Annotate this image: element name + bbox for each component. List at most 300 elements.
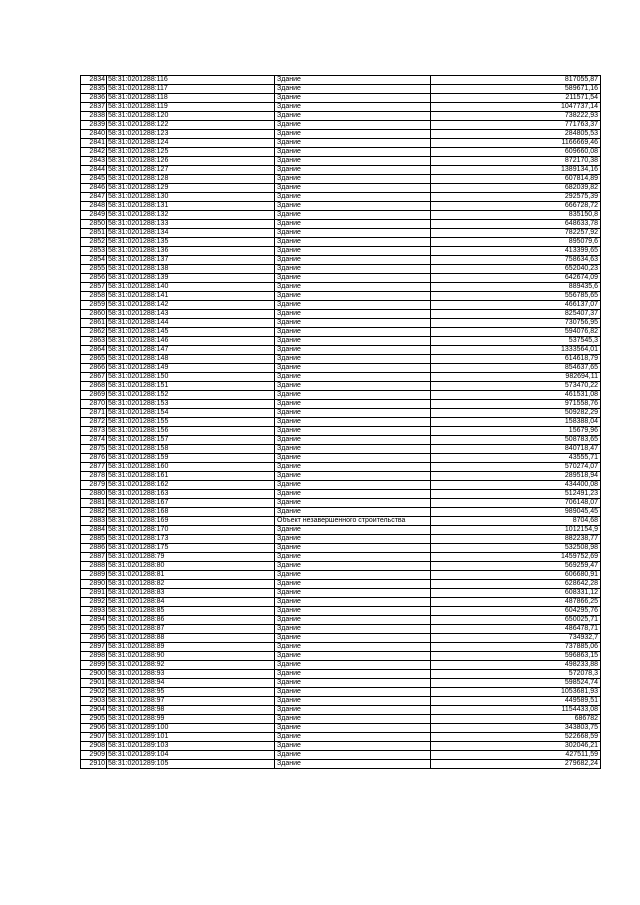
row-number-cell: 2875 [81, 445, 107, 454]
cadastral-value-cell: 302046,21 [431, 742, 601, 751]
row-number-cell: 2883 [81, 517, 107, 526]
row-number-cell: 2885 [81, 535, 107, 544]
object-type-cell: Здание [275, 607, 431, 616]
table-row [81, 742, 601, 751]
object-type-cell: Здание [275, 274, 431, 283]
cadastral-number-cell: 58:31:0201288:159 [107, 454, 275, 463]
cadastral-value-cell: 609660,08 [431, 148, 601, 157]
row-number-cell: 2909 [81, 751, 107, 760]
cadastral-value-cell: 279682,24 [431, 760, 601, 769]
row-number-cell: 2869 [81, 391, 107, 400]
table-row [81, 760, 601, 769]
table-row [81, 220, 601, 229]
object-type-cell: Здание [275, 328, 431, 337]
object-type-cell: Здание [275, 112, 431, 121]
table-row [81, 274, 601, 283]
row-number-cell: 2858 [81, 292, 107, 301]
table-row [81, 409, 601, 418]
row-number-cell: 2877 [81, 463, 107, 472]
object-type-cell: Здание [275, 166, 431, 175]
row-number-cell: 2892 [81, 598, 107, 607]
cadastral-value-table [80, 75, 601, 769]
object-type-cell: Здание [275, 634, 431, 643]
row-number-cell: 2840 [81, 130, 107, 139]
cadastral-value-cell: 889435,6 [431, 283, 601, 292]
table-row [81, 256, 601, 265]
cadastral-number-cell: 58:31:0201288:154 [107, 409, 275, 418]
cadastral-number-cell: 58:31:0201288:117 [107, 85, 275, 94]
cadastral-number-cell: 58:31:0201288:132 [107, 211, 275, 220]
object-type-cell: Здание [275, 499, 431, 508]
row-number-cell: 2844 [81, 166, 107, 175]
cadastral-number-cell: 58:31:0201288:140 [107, 283, 275, 292]
cadastral-value-cell: 608331,12 [431, 589, 601, 598]
row-number-cell: 2873 [81, 427, 107, 436]
table-row [81, 607, 601, 616]
table-row [81, 121, 601, 130]
object-type-cell: Здание [275, 121, 431, 130]
row-number-cell: 2836 [81, 94, 107, 103]
table-row [81, 310, 601, 319]
cadastral-number-cell: 58:31:0201288:152 [107, 391, 275, 400]
cadastral-value-cell: 589671,16 [431, 85, 601, 94]
cadastral-value-cell: 1154433,08 [431, 706, 601, 715]
table-row [81, 301, 601, 310]
row-number-cell: 2888 [81, 562, 107, 571]
table-row [81, 715, 601, 724]
object-type-cell: Здание [275, 265, 431, 274]
table-row [81, 490, 601, 499]
cadastral-value-cell: 734932,7 [431, 634, 601, 643]
object-type-cell: Здание [275, 301, 431, 310]
cadastral-value-cell: 572078,3 [431, 670, 601, 679]
cadastral-number-cell: 58:31:0201288:170 [107, 526, 275, 535]
table-row [81, 616, 601, 625]
cadastral-number-cell: 58:31:0201288:163 [107, 490, 275, 499]
table-row [81, 139, 601, 148]
row-number-cell: 2893 [81, 607, 107, 616]
object-type-cell: Здание [275, 238, 431, 247]
cadastral-number-cell: 58:31:0201288:141 [107, 292, 275, 301]
cadastral-value-cell: 840718,47 [431, 445, 601, 454]
table-row [81, 184, 601, 193]
cadastral-value-cell: 771763,37 [431, 121, 601, 130]
table-row [81, 427, 601, 436]
cadastral-number-cell: 58:31:0201288:162 [107, 481, 275, 490]
row-number-cell: 2899 [81, 661, 107, 670]
cadastral-value-cell: 1053681,93 [431, 688, 601, 697]
table-row [81, 166, 601, 175]
cadastral-value-cell: 289518,94 [431, 472, 601, 481]
object-type-cell: Здание [275, 715, 431, 724]
row-number-cell: 2894 [81, 616, 107, 625]
cadastral-number-cell: 58:31:0201288:138 [107, 265, 275, 274]
row-number-cell: 2862 [81, 328, 107, 337]
cadastral-number-cell: 58:31:0201288:150 [107, 373, 275, 382]
cadastral-value-cell: 825407,37 [431, 310, 601, 319]
cadastral-value-cell: 509282,29 [431, 409, 601, 418]
row-number-cell: 2860 [81, 310, 107, 319]
row-number-cell: 2901 [81, 679, 107, 688]
row-number-cell: 2870 [81, 400, 107, 409]
object-type-cell: Здание [275, 481, 431, 490]
object-type-cell: Здание [275, 184, 431, 193]
cadastral-number-cell: 58:31:0201288:83 [107, 589, 275, 598]
object-type-cell: Здание [275, 472, 431, 481]
cadastral-number-cell: 58:31:0201288:151 [107, 382, 275, 391]
table-row [81, 553, 601, 562]
cadastral-number-cell: 58:31:0201288:160 [107, 463, 275, 472]
object-type-cell: Здание [275, 661, 431, 670]
cadastral-number-cell: 58:31:0201288:118 [107, 94, 275, 103]
table-row [81, 643, 601, 652]
row-number-cell: 2864 [81, 346, 107, 355]
row-number-cell: 2897 [81, 643, 107, 652]
object-type-cell: Здание [275, 193, 431, 202]
cadastral-number-cell: 58:31:0201288:145 [107, 328, 275, 337]
cadastral-value-cell: 498233,88 [431, 661, 601, 670]
cadastral-value-cell: 730756,95 [431, 319, 601, 328]
cadastral-number-cell: 58:31:0201288:128 [107, 175, 275, 184]
object-type-cell: Здание [275, 337, 431, 346]
table-row [81, 571, 601, 580]
cadastral-number-cell: 58:31:0201288:119 [107, 103, 275, 112]
cadastral-number-cell: 58:31:0201288:175 [107, 544, 275, 553]
table-row [81, 418, 601, 427]
cadastral-number-cell: 58:31:0201288:127 [107, 166, 275, 175]
cadastral-value-cell: 532508,98 [431, 544, 601, 553]
cadastral-number-cell: 58:31:0201288:125 [107, 148, 275, 157]
cadastral-number-cell: 58:31:0201288:161 [107, 472, 275, 481]
cadastral-number-cell: 58:31:0201288:97 [107, 697, 275, 706]
object-type-cell: Здание [275, 508, 431, 517]
cadastral-value-cell: 872170,38 [431, 157, 601, 166]
cadastral-number-cell: 58:31:0201288:94 [107, 679, 275, 688]
object-type-cell: Здание [275, 148, 431, 157]
object-type-cell: Здание [275, 697, 431, 706]
object-type-cell: Здание [275, 490, 431, 499]
row-number-cell: 2900 [81, 670, 107, 679]
row-number-cell: 2843 [81, 157, 107, 166]
cadastral-number-cell: 58:31:0201288:153 [107, 400, 275, 409]
row-number-cell: 2872 [81, 418, 107, 427]
row-number-cell: 2887 [81, 553, 107, 562]
cadastral-number-cell: 58:31:0201288:79 [107, 553, 275, 562]
object-type-cell: Здание [275, 310, 431, 319]
row-number-cell: 2879 [81, 481, 107, 490]
table-row [81, 535, 601, 544]
cadastral-number-cell: 58:31:0201288:87 [107, 625, 275, 634]
table-row [81, 355, 601, 364]
row-number-cell: 2842 [81, 148, 107, 157]
cadastral-number-cell: 58:31:0201288:135 [107, 238, 275, 247]
cadastral-value-cell: 738222,93 [431, 112, 601, 121]
cadastral-number-cell: 58:31:0201288:95 [107, 688, 275, 697]
table-row [81, 193, 601, 202]
cadastral-number-cell: 58:31:0201288:137 [107, 256, 275, 265]
object-type-cell: Здание [275, 454, 431, 463]
object-type-cell: Здание [275, 229, 431, 238]
row-number-cell: 2835 [81, 85, 107, 94]
object-type-cell: Здание [275, 670, 431, 679]
cadastral-number-cell: 58:31:0201288:116 [107, 76, 275, 85]
object-type-cell: Здание [275, 346, 431, 355]
cadastral-value-cell: 292575,39 [431, 193, 601, 202]
cadastral-value-cell: 158388,04 [431, 418, 601, 427]
object-type-cell: Здание [275, 751, 431, 760]
cadastral-value-cell: 486478,71 [431, 625, 601, 634]
table-row [81, 265, 601, 274]
cadastral-value-cell: 594076,82 [431, 328, 601, 337]
cadastral-number-cell: 58:31:0201288:84 [107, 598, 275, 607]
object-type-cell: Здание [275, 247, 431, 256]
table-row [81, 598, 601, 607]
cadastral-value-cell: 854637,65 [431, 364, 601, 373]
row-number-cell: 2884 [81, 526, 107, 535]
table-row [81, 499, 601, 508]
cadastral-number-cell: 58:31:0201288:158 [107, 445, 275, 454]
table-row [81, 436, 601, 445]
object-type-cell: Здание [275, 544, 431, 553]
object-type-cell: Здание [275, 598, 431, 607]
cadastral-value-cell: 15679,96 [431, 427, 601, 436]
cadastral-value-cell: 989045,45 [431, 508, 601, 517]
cadastral-value-cell: 642674,09 [431, 274, 601, 283]
object-type-cell: Здание [275, 364, 431, 373]
cadastral-value-cell: 1047737,14 [431, 103, 601, 112]
object-type-cell: Здание [275, 706, 431, 715]
object-type-cell: Здание [275, 319, 431, 328]
table-row [81, 562, 601, 571]
row-number-cell: 2903 [81, 697, 107, 706]
cadastral-value-cell: 604295,76 [431, 607, 601, 616]
cadastral-number-cell: 58:31:0201288:90 [107, 652, 275, 661]
object-type-cell: Здание [275, 418, 431, 427]
object-type-cell: Здание [275, 139, 431, 148]
table-row [81, 733, 601, 742]
object-type-cell: Здание [275, 760, 431, 769]
cadastral-number-cell: 58:31:0201289:101 [107, 733, 275, 742]
row-number-cell: 2880 [81, 490, 107, 499]
cadastral-number-cell: 58:31:0201288:92 [107, 661, 275, 670]
row-number-cell: 2898 [81, 652, 107, 661]
cadastral-number-cell: 58:31:0201288:88 [107, 634, 275, 643]
object-type-cell: Здание [275, 733, 431, 742]
table-row [81, 346, 601, 355]
cadastral-value-cell: 284805,53 [431, 130, 601, 139]
object-type-cell: Объект незавершенного строительства [275, 517, 431, 526]
cadastral-value-cell: 487866,25 [431, 598, 601, 607]
cadastral-number-cell: 58:31:0201288:86 [107, 616, 275, 625]
object-type-cell: Здание [275, 652, 431, 661]
cadastral-value-cell: 652040,23 [431, 265, 601, 274]
object-type-cell: Здание [275, 391, 431, 400]
row-number-cell: 2847 [81, 193, 107, 202]
table-row [81, 661, 601, 670]
cadastral-value-cell: 598524,74 [431, 679, 601, 688]
row-number-cell: 2837 [81, 103, 107, 112]
object-type-cell: Здание [275, 553, 431, 562]
object-type-cell: Здание [275, 76, 431, 85]
row-number-cell: 2905 [81, 715, 107, 724]
table-row [81, 247, 601, 256]
row-number-cell: 2876 [81, 454, 107, 463]
cadastral-value-cell: 895079,6 [431, 238, 601, 247]
table-row [81, 697, 601, 706]
cadastral-number-cell: 58:31:0201289:104 [107, 751, 275, 760]
cadastral-number-cell: 58:31:0201288:131 [107, 202, 275, 211]
table-row [81, 112, 601, 121]
object-type-cell: Здание [275, 130, 431, 139]
object-type-cell: Здание [275, 427, 431, 436]
cadastral-value-cell: 522668,59 [431, 733, 601, 742]
cadastral-number-cell: 58:31:0201288:85 [107, 607, 275, 616]
object-type-cell: Здание [275, 571, 431, 580]
cadastral-number-cell: 58:31:0201288:89 [107, 643, 275, 652]
cadastral-value-cell: 614618,79 [431, 355, 601, 364]
cadastral-value-cell: 434400,08 [431, 481, 601, 490]
cadastral-number-cell: 58:31:0201288:167 [107, 499, 275, 508]
table-row [81, 148, 601, 157]
row-number-cell: 2886 [81, 544, 107, 553]
cadastral-value-cell: 758634,63 [431, 256, 601, 265]
table-row [81, 445, 601, 454]
row-number-cell: 2856 [81, 274, 107, 283]
cadastral-value-cell: 1012154,9 [431, 526, 601, 535]
cadastral-value-cell: 461531,08 [431, 391, 601, 400]
row-number-cell: 2904 [81, 706, 107, 715]
row-number-cell: 2902 [81, 688, 107, 697]
table-row [81, 328, 601, 337]
object-type-cell: Здание [275, 679, 431, 688]
table-row [81, 472, 601, 481]
table-row [81, 481, 601, 490]
object-type-cell: Здание [275, 616, 431, 625]
cadastral-number-cell: 58:31:0201288:81 [107, 571, 275, 580]
row-number-cell: 2838 [81, 112, 107, 121]
cadastral-number-cell: 58:31:0201288:148 [107, 355, 275, 364]
table-row [81, 463, 601, 472]
row-number-cell: 2839 [81, 121, 107, 130]
cadastral-number-cell: 58:31:0201288:168 [107, 508, 275, 517]
object-type-cell: Здание [275, 382, 431, 391]
table-row [81, 292, 601, 301]
cadastral-number-cell: 58:31:0201288:82 [107, 580, 275, 589]
table-row [81, 670, 601, 679]
object-type-cell: Здание [275, 463, 431, 472]
row-number-cell: 2867 [81, 373, 107, 382]
table-row [81, 589, 601, 598]
row-number-cell: 2907 [81, 733, 107, 742]
row-number-cell: 2896 [81, 634, 107, 643]
cadastral-number-cell: 58:31:0201288:133 [107, 220, 275, 229]
cadastral-value-cell: 706148,07 [431, 499, 601, 508]
object-type-cell: Здание [275, 409, 431, 418]
row-number-cell: 2849 [81, 211, 107, 220]
row-number-cell: 2845 [81, 175, 107, 184]
row-number-cell: 2863 [81, 337, 107, 346]
table-row [81, 679, 601, 688]
table-row [81, 625, 601, 634]
row-number-cell: 2891 [81, 589, 107, 598]
table-row [81, 508, 601, 517]
cadastral-value-cell: 606680,91 [431, 571, 601, 580]
cadastral-value-cell: 1333564,01 [431, 346, 601, 355]
object-type-cell: Здание [275, 589, 431, 598]
table-row [81, 373, 601, 382]
object-type-cell: Здание [275, 355, 431, 364]
object-type-cell: Здание [275, 643, 431, 652]
object-type-cell: Здание [275, 211, 431, 220]
table-row [81, 706, 601, 715]
cadastral-value-cell: 1166669,46 [431, 139, 601, 148]
cadastral-number-cell: 58:31:0201288:124 [107, 139, 275, 148]
object-type-cell: Здание [275, 436, 431, 445]
cadastral-number-cell: 58:31:0201288:99 [107, 715, 275, 724]
object-type-cell: Здание [275, 103, 431, 112]
cadastral-value-cell: 650025,71 [431, 616, 601, 625]
cadastral-number-cell: 58:31:0201288:142 [107, 301, 275, 310]
object-type-cell: Здание [275, 742, 431, 751]
row-number-cell: 2906 [81, 724, 107, 733]
cadastral-value-cell: 596863,15 [431, 652, 601, 661]
table-row [81, 76, 601, 85]
object-type-cell: Здание [275, 373, 431, 382]
row-number-cell: 2855 [81, 265, 107, 274]
table-row [81, 202, 601, 211]
row-number-cell: 2878 [81, 472, 107, 481]
cadastral-value-cell: 982694,11 [431, 373, 601, 382]
row-number-cell: 2850 [81, 220, 107, 229]
table-row [81, 652, 601, 661]
row-number-cell: 2882 [81, 508, 107, 517]
table-row [81, 517, 601, 526]
cadastral-value-cell: 508783,65 [431, 436, 601, 445]
cadastral-value-cell: 648633,78 [431, 220, 601, 229]
table-row [81, 85, 601, 94]
object-type-cell: Здание [275, 625, 431, 634]
cadastral-number-cell: 58:31:0201288:144 [107, 319, 275, 328]
cadastral-value-cell: 427511,59 [431, 751, 601, 760]
object-type-cell: Здание [275, 724, 431, 733]
table-row [81, 688, 601, 697]
table-row [81, 544, 601, 553]
table-row [81, 526, 601, 535]
cadastral-number-cell: 58:31:0201288:143 [107, 310, 275, 319]
row-number-cell: 2851 [81, 229, 107, 238]
row-number-cell: 2841 [81, 139, 107, 148]
object-type-cell: Здание [275, 535, 431, 544]
table-row [81, 211, 601, 220]
cadastral-value-cell: 466137,07 [431, 301, 601, 310]
cadastral-value-cell: 569259,47 [431, 562, 601, 571]
cadastral-number-cell: 58:31:0201288:156 [107, 427, 275, 436]
table-row [81, 157, 601, 166]
cadastral-value-cell: 413399,65 [431, 247, 601, 256]
table-row [81, 283, 601, 292]
cadastral-value-cell: 607814,89 [431, 175, 601, 184]
cadastral-value-cell: 43555,71 [431, 454, 601, 463]
object-type-cell: Здание [275, 85, 431, 94]
object-type-cell: Здание [275, 157, 431, 166]
table-row [81, 337, 601, 346]
cadastral-value-cell: 556785,65 [431, 292, 601, 301]
object-type-cell: Здание [275, 202, 431, 211]
cadastral-value-cell: 449589,51 [431, 697, 601, 706]
cadastral-value-cell: 8704,68 [431, 517, 601, 526]
row-number-cell: 2881 [81, 499, 107, 508]
cadastral-number-cell: 58:31:0201288:134 [107, 229, 275, 238]
